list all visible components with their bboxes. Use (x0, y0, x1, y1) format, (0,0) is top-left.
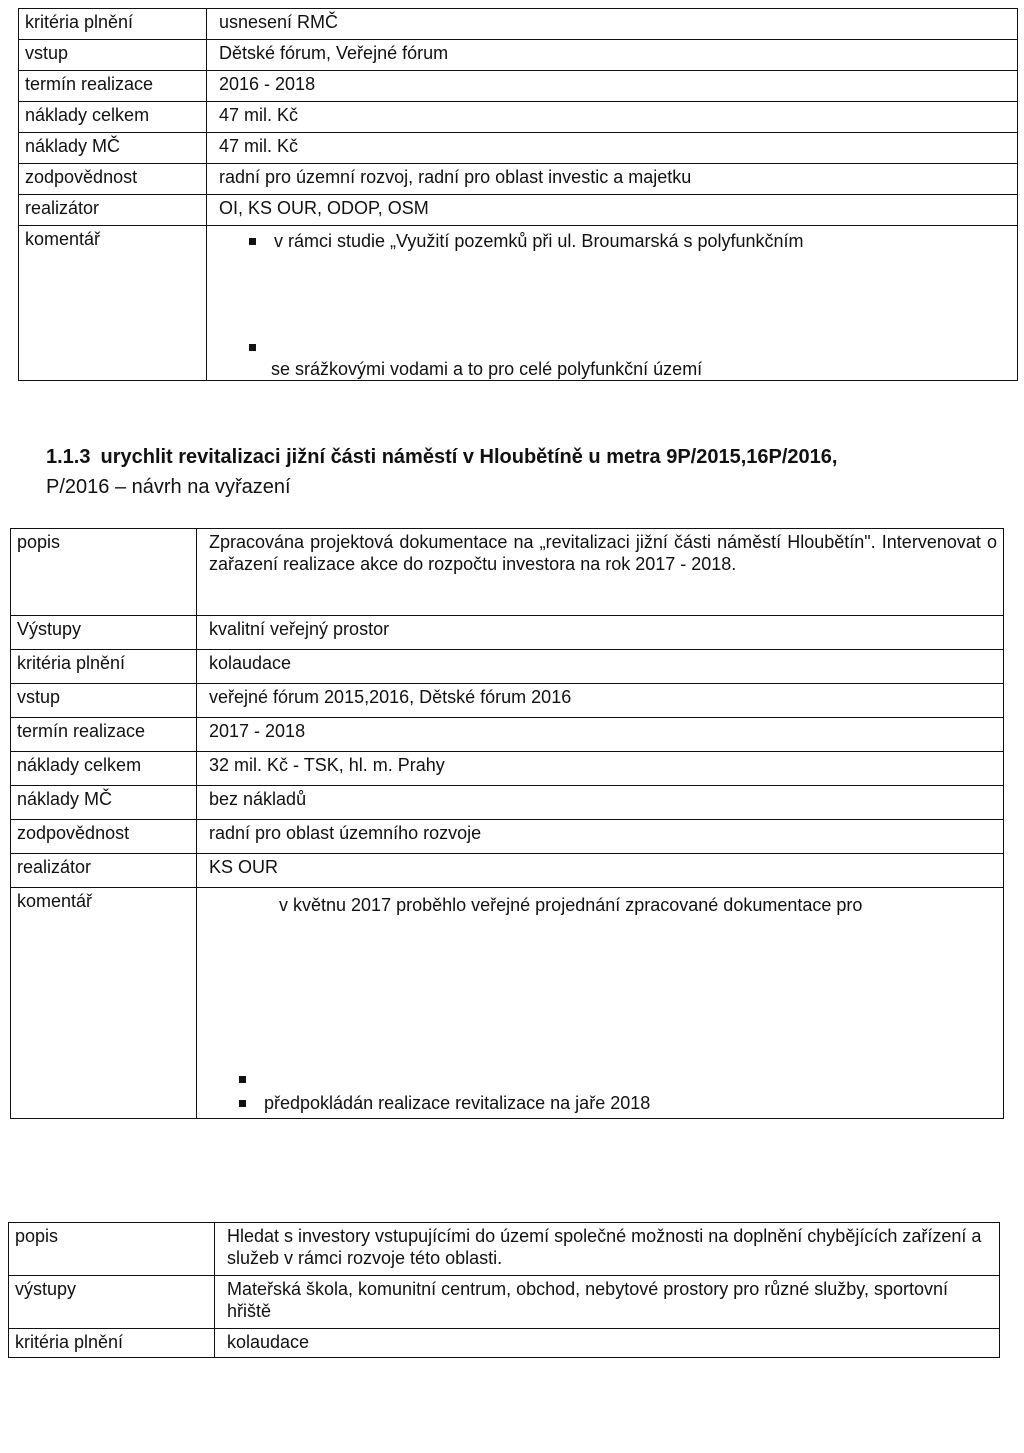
table-row (19, 9, 1018, 40)
row-label: termín realizace (11, 718, 197, 752)
row-value: radní pro oblast územního rozvoje (197, 820, 1004, 854)
row-label: popis (9, 1223, 215, 1276)
section-number: 1.1.3 (46, 446, 91, 468)
row-label: náklady MČ (11, 786, 197, 820)
table-row (11, 650, 1004, 684)
row-value: kvalitní veřejný prostor (197, 616, 1004, 650)
komentar-text: předpokládán realizace revitalizace na jaře 2018 (264, 1093, 651, 1113)
row-label: komentář (19, 226, 207, 381)
row-label: kritéria plnění (11, 650, 197, 684)
komentar-text: v květnu 2017 proběhlo veřejné projednání zpracované dokumentace pro (279, 895, 863, 915)
row-label: kritéria plnění (19, 9, 207, 40)
row-label: komentář (11, 888, 197, 1119)
bullet-icon (249, 344, 256, 351)
row-label: zodpovědnost (19, 164, 207, 195)
row-value: OI, KS OUR, ODOP, OSM (207, 195, 1018, 226)
row-label: realizátor (19, 195, 207, 226)
project-table-3 (8, 1222, 1000, 1358)
row-value: veřejné fórum 2015,2016, Dětské fórum 2016 (197, 684, 1004, 718)
komentar-cell (207, 226, 1018, 381)
section-subtitle: P/2016 – návrh na vyřazení (46, 476, 291, 498)
row-value: Hledat s investory vstupujícími do území společné možnosti na doplnění chybějících zařízení a služeb v rámci rozvoje této oblasti. (215, 1223, 1000, 1276)
table-row (19, 195, 1018, 226)
table-row (19, 164, 1018, 195)
row-value: usnesení RMČ (207, 9, 1018, 40)
bullet-icon (239, 1076, 246, 1083)
table-row (11, 820, 1004, 854)
row-value: KS OUR (197, 854, 1004, 888)
table-row-komentar (11, 888, 1004, 1119)
row-label: popis (11, 529, 197, 616)
table-row (9, 1329, 1000, 1358)
section-title: urychlit revitalizaci jižní části náměstí v Hloubětíně u metra 9P/2015,16P/2016, (100, 446, 838, 468)
row-value: Dětské fórum, Veřejné fórum (207, 40, 1018, 71)
row-label: náklady celkem (19, 102, 207, 133)
row-label: kritéria plnění (9, 1329, 215, 1358)
table-row (11, 529, 1004, 616)
row-value: radní pro územní rozvoj, radní pro oblast investic a majetku (207, 164, 1018, 195)
row-label: vstup (11, 684, 197, 718)
row-label: náklady MČ (19, 133, 207, 164)
row-value: bez nákladů (197, 786, 1004, 820)
table-row (11, 718, 1004, 752)
row-value: kolaudace (197, 650, 1004, 684)
project-table-2 (10, 528, 1004, 1119)
row-label: Výstupy (11, 616, 197, 650)
bullet-icon (249, 238, 256, 245)
table-row (19, 133, 1018, 164)
table-row (19, 40, 1018, 71)
table-row (11, 684, 1004, 718)
table-row (11, 616, 1004, 650)
row-value: 2016 - 2018 (207, 71, 1018, 102)
row-label: realizátor (11, 854, 197, 888)
komentar-text: v rámci studie „Využití pozemků při ul. Broumarská s polyfunkčním (274, 231, 804, 251)
row-label: výstupy (9, 1276, 215, 1329)
row-value: Zpracována projektová dokumentace na „revitalizaci jižní části náměstí Hloubětín". Intervenovat o zařazení realizace akce do rozpočtu investora na rok 2017 - 2018. (197, 529, 1004, 616)
section-heading (46, 442, 976, 502)
table-row (9, 1223, 1000, 1276)
komentar-cell (197, 888, 1004, 1119)
table-row (11, 854, 1004, 888)
row-label: náklady celkem (11, 752, 197, 786)
project-table-1 (18, 8, 1018, 381)
row-value: kolaudace (215, 1329, 1000, 1358)
row-value: Mateřská škola, komunitní centrum, obchod, nebytové prostory pro různé služby, sportovní hřiště (215, 1276, 1000, 1329)
row-value: 47 mil. Kč (207, 133, 1018, 164)
table-row (11, 786, 1004, 820)
row-label: termín realizace (19, 71, 207, 102)
row-value: 47 mil. Kč (207, 102, 1018, 133)
row-label: zodpovědnost (11, 820, 197, 854)
row-value: 2017 - 2018 (197, 718, 1004, 752)
table-row (19, 71, 1018, 102)
row-value: 32 mil. Kč - TSK, hl. m. Prahy (197, 752, 1004, 786)
table-row (19, 102, 1018, 133)
table-row-komentar (19, 226, 1018, 381)
table-row (11, 752, 1004, 786)
row-label: vstup (19, 40, 207, 71)
bullet-icon (239, 1100, 246, 1107)
table-row (9, 1276, 1000, 1329)
komentar-text: se srážkovými vodami a to pro celé polyfunkční území (271, 359, 703, 379)
